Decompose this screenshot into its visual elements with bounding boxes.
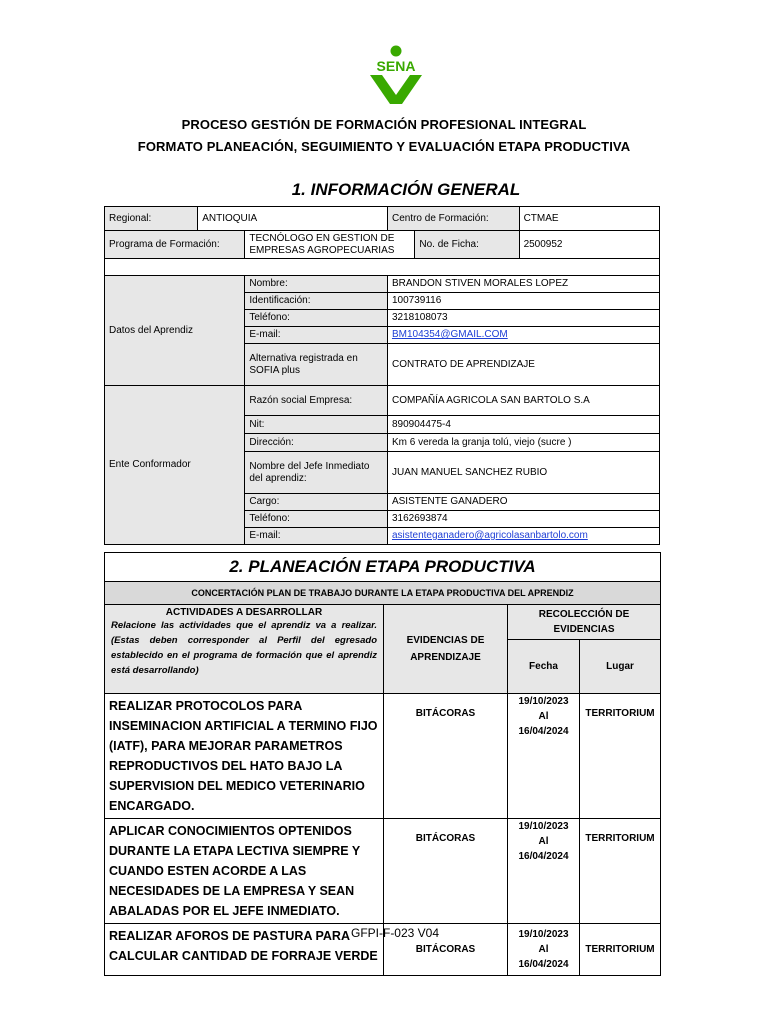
- aprendiz-email-label: E-mail:: [245, 327, 388, 344]
- ficha-label: No. de Ficha:: [415, 231, 519, 259]
- cargo-value: ASISTENTE GANADERO: [387, 494, 659, 511]
- jefe-label: Nombre del Jefe Inmediato del aprendiz:: [245, 452, 388, 494]
- ente-email-link[interactable]: asistenteganadero@agricolasanbartolo.com: [391, 530, 588, 541]
- programa-value: TECNÓLOGO EN GESTION DE EMPRESAS AGROPECUARIAS: [245, 231, 415, 259]
- spacer-row: [105, 259, 660, 276]
- alternativa-value: CONTRATO DE APRENDIZAJE: [387, 344, 659, 386]
- planning-table: [104, 552, 661, 976]
- evidence-text: BITÁCORAS: [384, 819, 508, 924]
- fecha-inicio: 19/10/2023: [518, 696, 569, 707]
- lugar-text: TERRITORIUM: [580, 694, 661, 819]
- regional-value: ANTIOQUIA: [198, 207, 388, 231]
- aprendiz-telefono-value: 3218108073: [387, 310, 659, 327]
- recoleccion-header: RECOLECCIÓN DE EVIDENCIAS: [508, 605, 661, 640]
- evidence-text: BITÁCORAS: [384, 694, 508, 819]
- form-code: GFPI-F-023 V04: [350, 926, 440, 940]
- programa-label: Programa de Formación:: [105, 231, 245, 259]
- ficha-value: 2500952: [519, 231, 659, 259]
- process-title: PROCESO GESTIÓN DE FORMACIÓN PROFESIONAL INTEGRAL: [181, 117, 587, 132]
- evidence-text: BITÁCORAS: [384, 924, 508, 976]
- actividades-note: Relacione las actividades que el aprendiz va a realizar. (Estas deben corresponder al Perfil del egresado establecido en el programa de formación que el aprendiz está desarrollando): [111, 620, 377, 676]
- evidencias-header: EVIDENCIAS DE APRENDIZAJE: [384, 605, 508, 694]
- razon-value: COMPAÑÍA AGRICOLA SAN BARTOLO S.A: [387, 386, 659, 416]
- lugar-text: TERRITORIUM: [580, 924, 661, 976]
- nit-value: 890904475-4: [387, 416, 659, 434]
- ente-telefono-label: Teléfono:: [245, 511, 388, 528]
- centro-value: CTMAE: [519, 207, 659, 231]
- razon-label: Razón social Empresa:: [245, 386, 388, 416]
- ente-telefono-value: 3162693874: [387, 511, 659, 528]
- alternativa-label: Alternativa registrada en SOFIA plus: [245, 344, 388, 386]
- nombre-value: BRANDON STIVEN MORALES LOPEZ: [387, 276, 659, 293]
- identificacion-label: Identificación:: [245, 293, 388, 310]
- centro-label: Centro de Formación:: [387, 207, 519, 231]
- fecha-header: Fecha: [508, 640, 580, 694]
- fecha-fin: 16/04/2024: [518, 726, 569, 737]
- fecha-sep: Al: [538, 711, 549, 722]
- fecha-inicio: 19/10/2023: [518, 821, 569, 832]
- fecha-fin: 16/04/2024: [518, 959, 569, 970]
- section2-subtitle: CONCERTACIÓN PLAN DE TRABAJO DURANTE LA ETAPA PRODUCTIVA DEL APRENDIZ: [105, 582, 661, 605]
- lugar-text: TERRITORIUM: [580, 819, 661, 924]
- jefe-value: JUAN MANUEL SANCHEZ RUBIO: [387, 452, 659, 494]
- sena-logo: [364, 44, 428, 108]
- fecha-sep: Al: [538, 944, 549, 955]
- section2-title: 2. PLANEACIÓN ETAPA PRODUCTIVA: [105, 553, 661, 582]
- regional-label: Regional:: [105, 207, 198, 231]
- activity-row: [105, 819, 661, 924]
- nombre-label: Nombre:: [245, 276, 388, 293]
- general-info-table: [104, 206, 660, 545]
- svg-text:SENA: SENA: [376, 58, 416, 74]
- identificacion-value: 100739116: [387, 293, 659, 310]
- nit-label: Nit:: [245, 416, 388, 434]
- ente-email-label: E-mail:: [245, 528, 388, 545]
- activity-text: REALIZAR AFOROS DE PASTURA PARA CALCULAR CANTIDAD DE FORRAJE VERDE: [105, 924, 384, 976]
- format-title: FORMATO PLANEACIÓN, SEGUIMIENTO Y EVALUACIÓN ETAPA PRODUCTIVA: [137, 139, 631, 154]
- actividades-header: ACTIVIDADES A DESARROLLAR: [165, 607, 323, 618]
- fecha-inicio: 19/10/2023: [518, 929, 569, 940]
- activity-text: REALIZAR PROTOCOLOS PARA INSEMINACION ARTIFICIAL A TERMINO FIJO (IATF), PARA MEJORAR PARAMETROS REPRODUCTIVOS DEL HATO BAJO LA SUPERVISION DEL MEDICO VETERINARIO ENCARGADO.: [105, 694, 384, 819]
- cargo-label: Cargo:: [245, 494, 388, 511]
- section1-title: 1. INFORMACIÓN GENERAL: [291, 180, 521, 199]
- lugar-header: Lugar: [580, 640, 661, 694]
- activity-text: APLICAR CONOCIMIENTOS OPTENIDOS DURANTE LA ETAPA LECTIVA SIEMPRE Y CUANDO ESTEN ACORDE A LAS NECESIDADES DE LA EMPRESA Y SEAN ABALADAS POR EL JEFE INMEDIATO.: [105, 819, 384, 924]
- aprendiz-group-label: Datos del Aprendiz: [105, 276, 245, 386]
- activity-row: [105, 694, 661, 819]
- aprendiz-telefono-label: Teléfono:: [245, 310, 388, 327]
- fecha-sep: Al: [538, 836, 549, 847]
- fecha-fin: 16/04/2024: [518, 851, 569, 862]
- ente-group-label: Ente Conformador: [105, 386, 245, 545]
- direccion-label: Dirección:: [245, 434, 388, 452]
- direccion-value: Km 6 vereda la granja tolú, viejo (sucre ): [387, 434, 659, 452]
- aprendiz-email-link[interactable]: BM104354@GMAIL.COM: [391, 329, 508, 340]
